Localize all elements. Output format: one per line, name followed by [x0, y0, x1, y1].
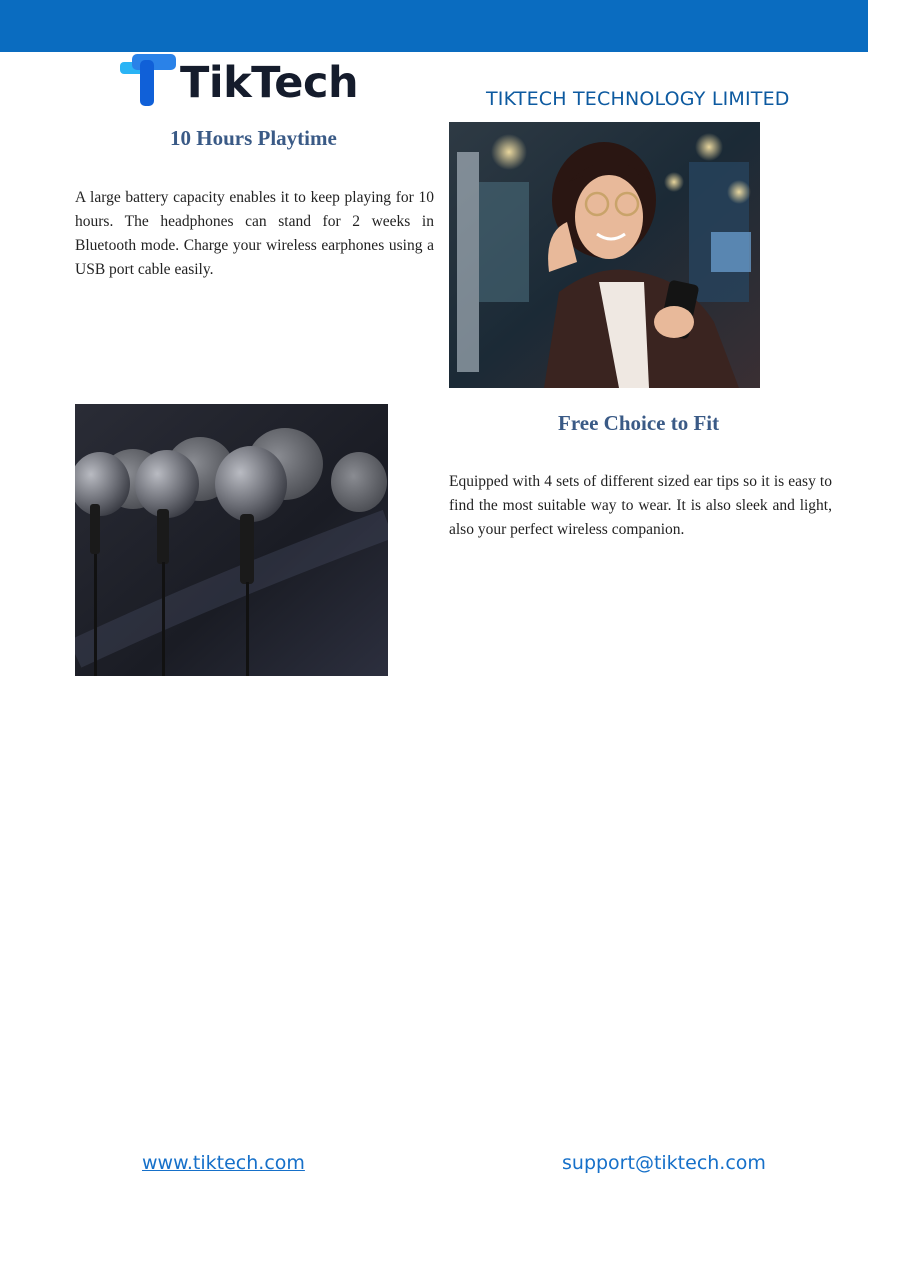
section-body-playtime: A large battery capacity enables it to keep playing for 10 hours. The headphones can stand for 2 weeks in Bluetooth mode. Charge your wireless earphones using a USB port cable easily. — [75, 189, 434, 278]
section-title-fit: Free Choice to Fit — [558, 411, 720, 435]
top-banner — [0, 0, 868, 52]
support-email-link[interactable]: support@tiktech.com — [562, 1152, 766, 1174]
woman-with-earphones-photo — [449, 122, 760, 388]
section-body-fit: Equipped with 4 sets of different sized ear tips so it is easy to find the most suitable way to wear. It is also sleek and light, also your perfect wireless companion. — [449, 473, 832, 538]
logo-mark-icon — [118, 52, 178, 112]
section-title-playtime: 10 Hours Playtime — [170, 126, 337, 150]
earphones-product-photo — [75, 404, 388, 676]
tiktech-logo — [118, 52, 368, 112]
website-link[interactable]: www.tiktech.com — [142, 1152, 305, 1174]
company-name: TIKTECH TECHNOLOGY LIMITED — [486, 88, 790, 110]
brand-name: TikTech — [180, 58, 359, 108]
